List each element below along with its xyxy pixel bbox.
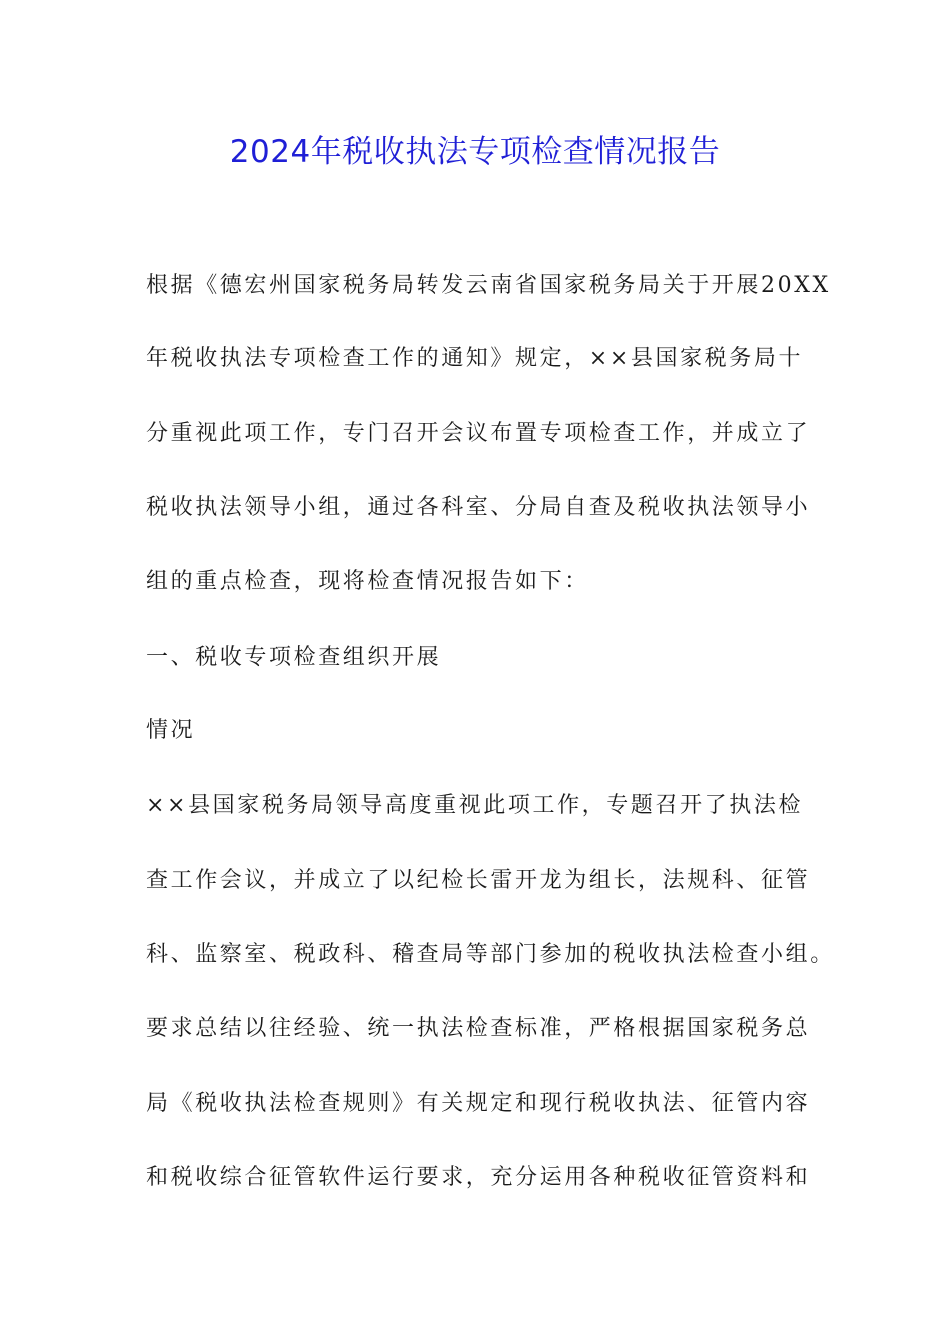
paragraph-line: 科、监察室、税政科、稽查局等部门参加的税收执法检查小组。 <box>146 942 835 967</box>
paragraph-line: 要求总结以往经验、统一执法检查标准，严格根据国家税务总 <box>146 1016 811 1041</box>
paragraph-line: 税收执法领导小组，通过各科室、分局自查及税收执法领导小 <box>146 495 811 520</box>
section-heading-continued: 情况 <box>146 718 196 743</box>
section-heading: 一、税收专项检查组织开展 <box>146 645 442 670</box>
paragraph-line: 分重视此项工作，专门召开会议布置专项检查工作，并成立了 <box>146 421 811 446</box>
paragraph-line: 和税收综合征管软件运行要求，充分运用各种税收征管资料和 <box>146 1165 811 1190</box>
paragraph-line: 组的重点检查，现将检查情况报告如下： <box>146 569 589 594</box>
paragraph-line: ××县国家税务局领导高度重视此项工作，专题召开了执法检 <box>146 793 804 818</box>
paragraph-line: 局《税收执法检查规则》有关规定和现行税收执法、征管内容 <box>146 1091 811 1116</box>
paragraph-line: 根据《德宏州国家税务局转发云南省国家税务局关于开展20XX <box>146 273 831 298</box>
paragraph-line: 查工作会议，并成立了以纪检长雷开龙为组长，法规科、征管 <box>146 868 811 893</box>
document-title: 2024年税收执法专项检查情况报告 <box>229 134 721 170</box>
paragraph-line: 年税收执法专项检查工作的通知》规定，××县国家税务局十 <box>146 346 804 371</box>
